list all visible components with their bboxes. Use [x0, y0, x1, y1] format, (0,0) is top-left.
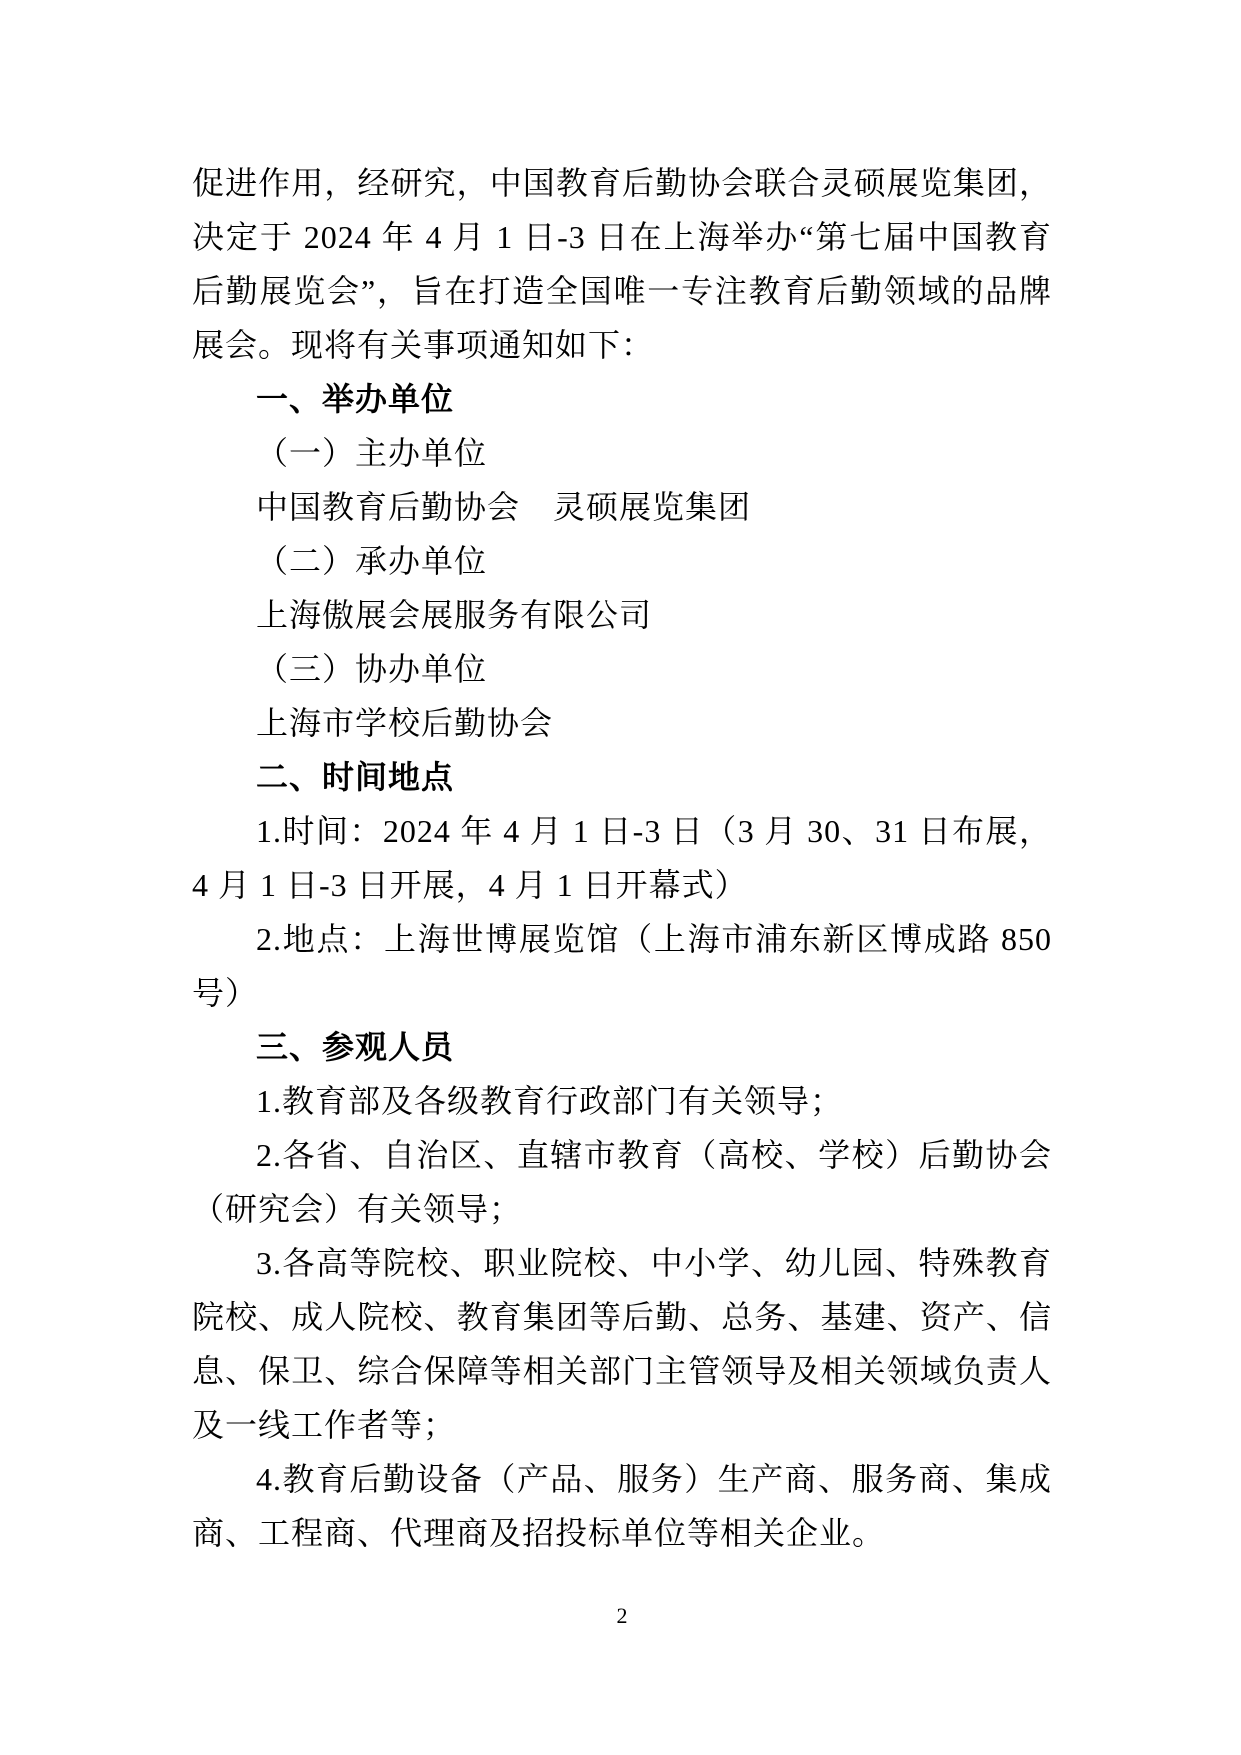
body-paragraph-visitors-4: 4.教育后勤设备（产品、服务）生产商、服务商、集成商、工程商、代理商及招投标单位等相关企业。	[192, 1461, 1052, 1551]
section-heading-time-place: 二、时间地点	[256, 759, 455, 795]
body-paragraph-place: 2.地点：上海世博展览馆（上海市浦东新区博成路 850 号）	[192, 921, 1052, 1011]
body-paragraph-coorganizer-name: 上海市学校后勤协会	[256, 705, 554, 741]
section-heading-organizers: 一、举办单位	[256, 381, 455, 417]
body-paragraph-coorganizer-label: （三）协办单位	[256, 651, 488, 687]
body-paragraph-host-label: （一）主办单位	[256, 435, 488, 471]
body-paragraph-visitors-2: 2.各省、自治区、直辖市教育（高校、学校）后勤协会（研究会）有关领导；	[192, 1137, 1052, 1227]
body-paragraph-time: 1.时间：2024 年 4 月 1 日-3 日（3 月 30、31 日布展，4 月 1 日-3 日开展，4 月 1 日开幕式）	[192, 813, 1052, 903]
document-body	[192, 156, 1052, 1560]
body-paragraph-host-names: 中国教育后勤协会 灵硕展览集团	[256, 489, 752, 525]
body-paragraph-intro: 促进作用，经研究，中国教育后勤协会联合灵硕展览集团，决定于 2024 年 4 月 1 日-3 日在上海举办“第七届中国教育后勤展览会”，旨在打造全国唯一专注教育后勤领域的品牌展会。现将有关事项通知如下：	[192, 165, 1052, 363]
body-paragraph-undertaker-label: （二）承办单位	[256, 543, 488, 579]
section-heading-visitors: 三、参观人员	[256, 1029, 455, 1065]
body-paragraph-undertaker-name: 上海傲展会展服务有限公司	[256, 597, 653, 633]
body-paragraph-visitors-1: 1.教育部及各级教育行政部门有关领导；	[256, 1083, 844, 1119]
page-number: 2	[616, 1603, 628, 1628]
body-paragraph-visitors-3: 3.各高等院校、职业院校、中小学、幼儿园、特殊教育院校、成人院校、教育集团等后勤、总务、基建、资产、信息、保卫、综合保障等相关部门主管领导及相关领域负责人及一线工作者等；	[192, 1245, 1052, 1443]
